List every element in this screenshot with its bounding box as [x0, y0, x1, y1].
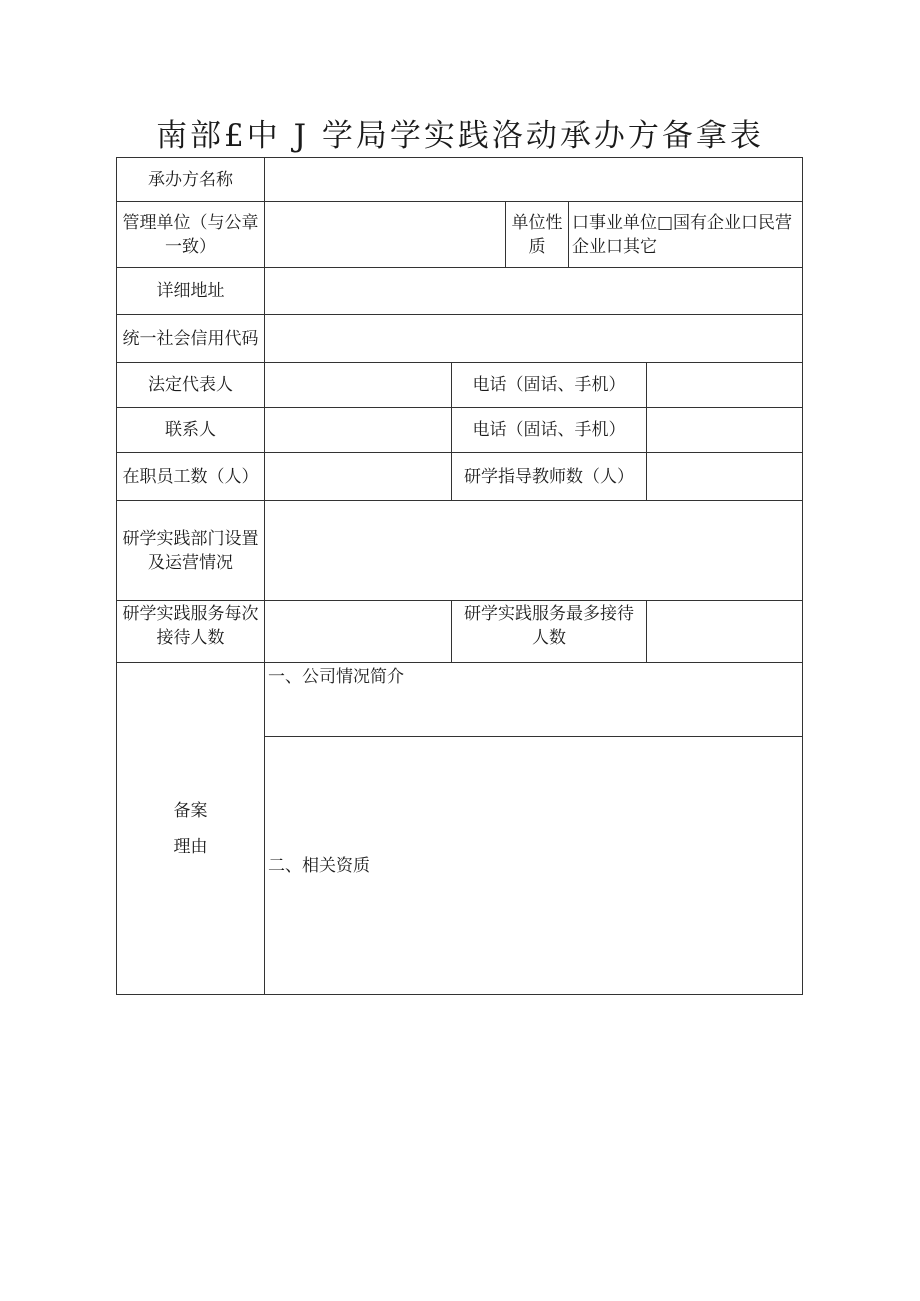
- legal-rep-field[interactable]: [265, 363, 451, 407]
- max-capacity-field[interactable]: [647, 601, 802, 662]
- filing-reason-label-line1: 备案: [173, 800, 208, 821]
- department-label: 研学实践部门设置及运营情况: [122, 528, 259, 573]
- credit-code-field[interactable]: [265, 315, 802, 362]
- per-session-field[interactable]: [265, 601, 451, 662]
- legal-rep-label: 法定代表人: [148, 375, 233, 395]
- filing-reason-label: [117, 663, 264, 994]
- max-capacity-label: 研学实践服务最多接待人数: [464, 604, 634, 648]
- teacher-count-label: 研学指导教师数（人）: [464, 466, 634, 487]
- filing-reason-label-line2: 理由: [173, 836, 208, 857]
- staff-count-label: 在职员工数（人）: [122, 466, 259, 487]
- address-label: 详细地址: [156, 281, 225, 301]
- credit-code-label: 统一社会信用代码: [122, 328, 259, 349]
- provider-name-label: 承办方名称: [148, 169, 233, 190]
- provider-name-field[interactable]: [265, 158, 802, 201]
- contact-field[interactable]: [265, 408, 451, 452]
- company-intro-section[interactable]: 一、公司情况简介: [268, 667, 404, 687]
- legal-rep-phone-label: 电话（固话、手机）: [472, 375, 626, 395]
- qualifications-section[interactable]: 二、相关资质: [268, 856, 370, 876]
- per-session-label: 研学实践服务每次接待人数: [122, 604, 259, 648]
- legal-rep-phone-field[interactable]: [647, 363, 802, 407]
- management-unit-label: 管理单位（与公章一致）: [122, 212, 259, 257]
- form-title: 南部£中 J 学局学实践洛动承办方备拿表: [156, 118, 764, 154]
- teacher-count-field[interactable]: [647, 453, 802, 500]
- management-unit-field[interactable]: [265, 202, 505, 267]
- contact-phone-field[interactable]: [647, 408, 802, 452]
- staff-count-field[interactable]: [265, 453, 451, 500]
- unit-nature-label: 单位性质: [511, 212, 563, 257]
- contact-label: 联系人: [165, 420, 216, 440]
- unit-nature-options[interactable]: 口事业单位□国有企业口民营企业口其它: [572, 212, 793, 257]
- address-field[interactable]: [265, 268, 802, 314]
- contact-phone-label: 电话（固话、手机）: [472, 420, 626, 440]
- department-field[interactable]: [265, 501, 802, 600]
